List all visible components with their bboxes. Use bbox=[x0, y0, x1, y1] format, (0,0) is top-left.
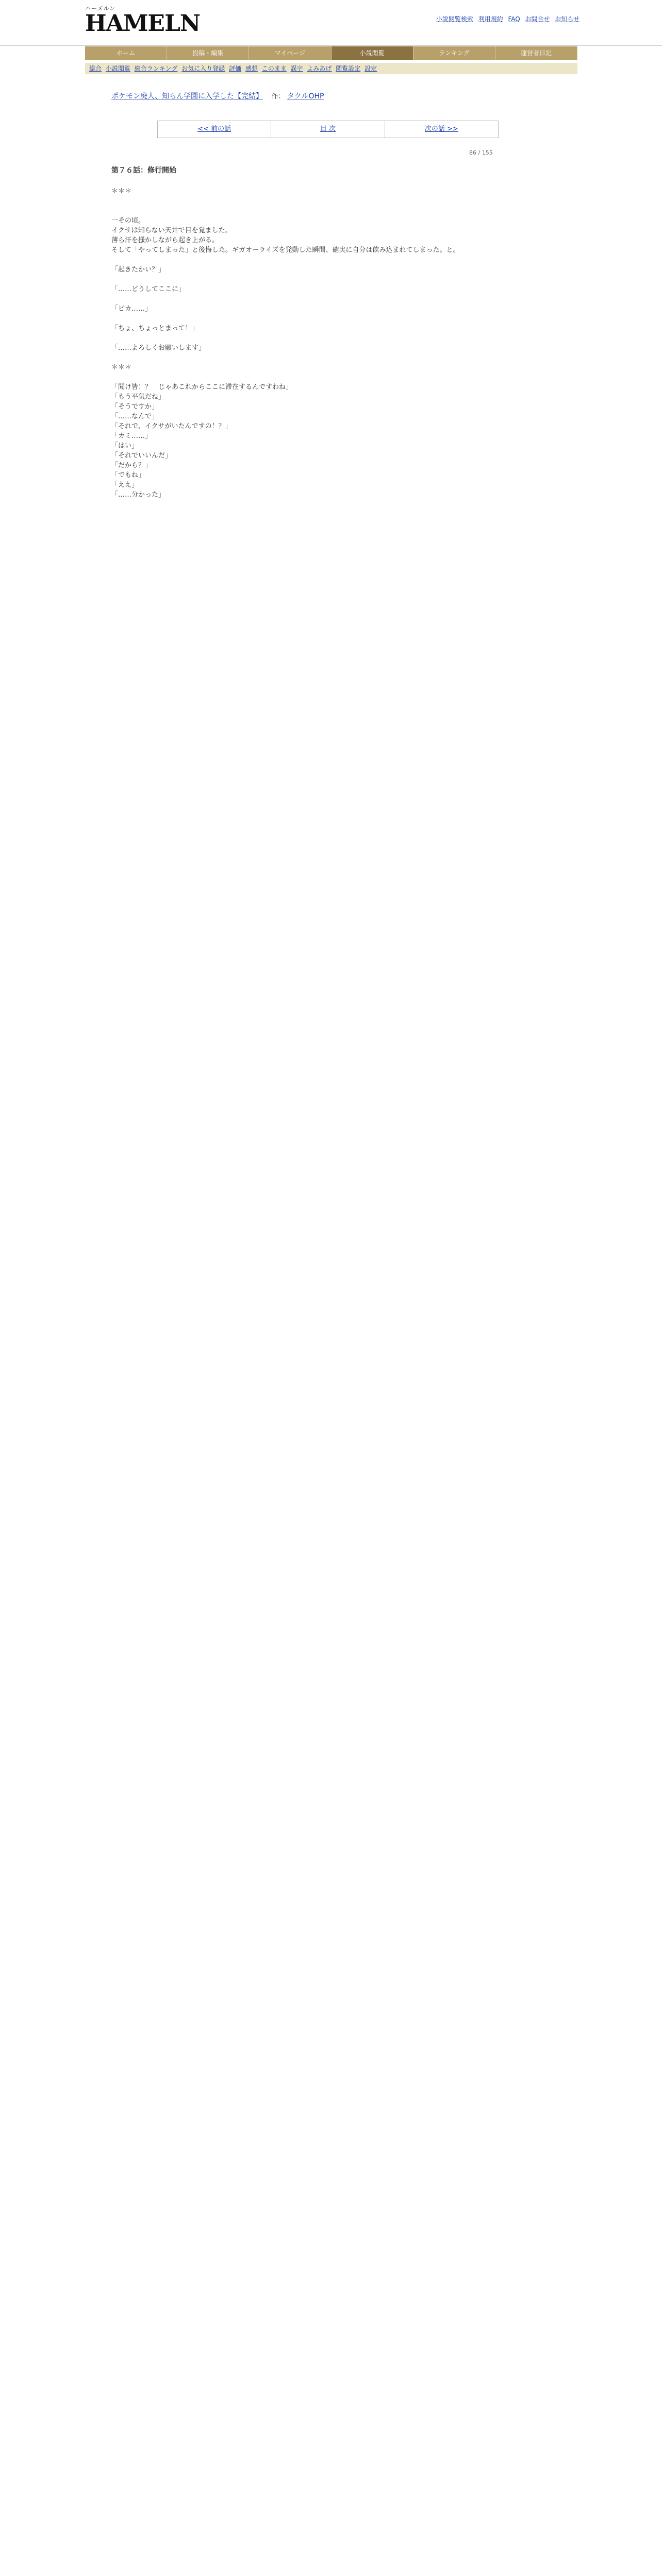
logo-wordmark: HAMELN bbox=[85, 10, 201, 37]
top-link-search[interactable]: 小説閲覧検索 bbox=[436, 15, 473, 23]
prev-chapter-link[interactable] bbox=[158, 121, 271, 138]
body-line: 「……なんで」 bbox=[111, 413, 159, 420]
body-line: 「ちょ、ちょっとまって！」 bbox=[111, 325, 199, 332]
body-line bbox=[111, 353, 550, 363]
body-line: 「だから？」 bbox=[111, 462, 152, 469]
body-line bbox=[111, 196, 550, 206]
toc-link[interactable] bbox=[271, 121, 385, 138]
crumb-9[interactable]: 閲覧設定 bbox=[336, 65, 361, 72]
next-chapter-link[interactable] bbox=[385, 121, 498, 138]
nav-diary[interactable]: 運営者日記 bbox=[495, 46, 577, 60]
crumb-2[interactable]: 総合ランキング bbox=[134, 65, 178, 72]
body-line: 「そうですか」 bbox=[111, 403, 159, 411]
body-line: ＊＊＊ bbox=[111, 188, 132, 195]
main-nav bbox=[85, 46, 577, 60]
nav-home[interactable]: ホーム bbox=[85, 46, 167, 60]
body-line: 薄ら汗を搔かしながら起き上がる。 bbox=[111, 236, 219, 244]
body-line: 「ええ」 bbox=[111, 481, 139, 489]
chapter-pager bbox=[157, 121, 499, 138]
novel-title-link[interactable]: ポケモン廃人、知らん学園に入学した【完結】 bbox=[111, 92, 263, 100]
body-line bbox=[111, 255, 550, 265]
body-line: 「ピカ……」 bbox=[111, 305, 152, 313]
next-label[interactable]: 次の話 >> bbox=[424, 125, 458, 133]
body-line: 「聞け皆！？ じゃあこれからここに滞在するんですわね」 bbox=[111, 383, 293, 391]
body-line: イクサは知らない天井で目を覚ました。 bbox=[111, 227, 232, 234]
body-line: 「カミ……」 bbox=[111, 432, 152, 440]
chapter-body bbox=[111, 187, 550, 500]
body-line: 「それでいいんだ」 bbox=[111, 452, 172, 460]
body-line: そして「やってしまった」と後悔した。ギガオーライズを発動した瞬間、確実に自分は飲み込まれてしまった。と。 bbox=[111, 246, 460, 254]
body-line bbox=[111, 206, 550, 216]
prev-label[interactable]: << 前の話 bbox=[197, 125, 231, 133]
top-link-contact[interactable]: お問合せ bbox=[525, 15, 550, 23]
body-line bbox=[111, 333, 550, 343]
body-line: 「起きたかい？」 bbox=[111, 266, 166, 274]
body-line: 一その頃。 bbox=[111, 217, 145, 225]
crumb-8[interactable]: よみあげ bbox=[307, 65, 332, 72]
body-line bbox=[111, 294, 550, 304]
novel-title-row bbox=[111, 91, 324, 101]
author-link[interactable]: タクルOHP bbox=[287, 92, 324, 100]
site-logo[interactable] bbox=[85, 4, 201, 39]
body-line bbox=[111, 372, 550, 382]
nav-browse[interactable]: 小説閲覧 bbox=[332, 46, 413, 60]
top-link-faq[interactable]: FAQ bbox=[508, 15, 520, 23]
body-line: 「……どうしてここに」 bbox=[111, 285, 186, 293]
body-line: 「……分かった」 bbox=[111, 491, 166, 499]
crumb-7[interactable]: 誤字 bbox=[290, 65, 303, 72]
crumb-4[interactable]: 評価 bbox=[229, 65, 242, 72]
nav-mypage[interactable]: マイページ bbox=[249, 46, 331, 60]
body-line: 「……よろしくお願いします」 bbox=[111, 344, 206, 352]
top-link-news[interactable]: お知らせ bbox=[555, 15, 580, 23]
top-link-terms[interactable]: 利用規約 bbox=[478, 15, 503, 23]
crumb-10[interactable]: 設定 bbox=[365, 65, 377, 72]
crumb-0[interactable]: 総合 bbox=[89, 65, 102, 72]
breadcrumb bbox=[85, 63, 577, 74]
site-header bbox=[0, 0, 662, 46]
logo-subtitle: ハーメルン bbox=[85, 5, 116, 12]
chapter-title: 第７６話：修行開始 bbox=[111, 166, 176, 175]
nav-ranking[interactable]: ランキング bbox=[413, 46, 495, 60]
author-label: 作： bbox=[271, 93, 285, 100]
nav-post[interactable]: 投稿・編集 bbox=[167, 46, 249, 60]
page-count: 86 / 155 bbox=[469, 149, 493, 156]
body-line: 「はい」 bbox=[111, 442, 139, 450]
body-line bbox=[111, 275, 550, 284]
body-line: 「でもね」 bbox=[111, 471, 145, 479]
toc-label[interactable]: 目 次 bbox=[320, 125, 336, 133]
body-line: 「それで、イクサがいたんですの！？」 bbox=[111, 422, 232, 430]
body-line bbox=[111, 314, 550, 324]
body-line: ＊＊＊ bbox=[111, 364, 132, 371]
top-links bbox=[433, 14, 580, 23]
crumb-1[interactable]: 小説閲覧 bbox=[105, 65, 130, 72]
crumb-3[interactable]: お気に入り登録 bbox=[181, 65, 225, 72]
body-line: 「もう平気だね」 bbox=[111, 393, 166, 401]
crumb-6[interactable]: このまま bbox=[261, 65, 287, 72]
crumb-5[interactable]: 感想 bbox=[245, 65, 258, 72]
